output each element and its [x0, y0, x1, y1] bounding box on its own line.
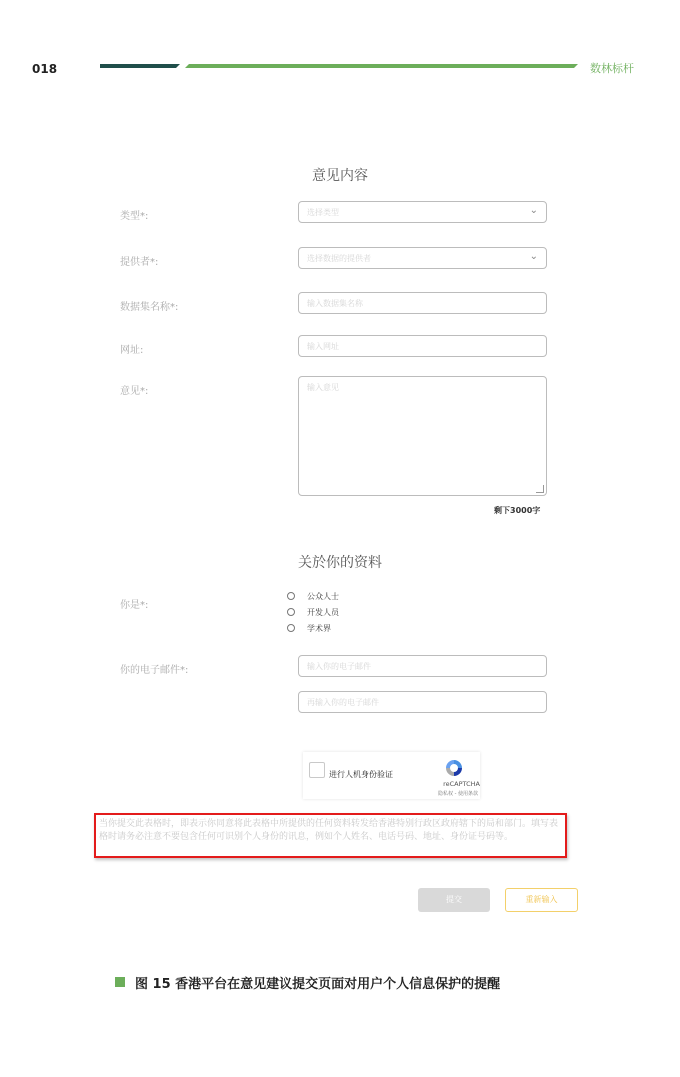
page-number: 018 — [32, 62, 58, 76]
section-name: 数林标杆 — [590, 62, 634, 75]
provider-placeholder: 选择数据的提供者 — [307, 254, 371, 263]
email-label: 你的电子邮件*: — [120, 665, 189, 676]
remaining-chars: 剩下3000字 — [494, 506, 541, 515]
figure-caption: 图 15 香港平台在意见建议提交页面对用户个人信息保护的提醒 — [135, 977, 501, 992]
submit-button[interactable]: 提交 — [418, 888, 490, 912]
email-confirm-input[interactable] — [298, 691, 547, 713]
recaptcha-label: 进行人机身份验证 — [329, 770, 393, 779]
header-bar-dark — [100, 64, 180, 68]
you-are-label: 你是*: — [120, 600, 149, 611]
recaptcha-links[interactable]: 隐私权 - 使用条款 — [438, 791, 478, 797]
radio-circle-icon[interactable] — [287, 592, 295, 600]
caption-marker — [115, 977, 125, 987]
recaptcha-checkbox[interactable] — [309, 762, 325, 778]
recaptcha-brand: reCAPTCHA — [443, 780, 480, 788]
radio-academia[interactable] — [287, 623, 331, 634]
email-placeholder: 输入你的电子邮件 — [307, 662, 371, 671]
opinion-placeholder: 输入意见 — [307, 383, 339, 392]
recaptcha-icon — [444, 758, 464, 778]
chevron-down-icon: ⌄ — [529, 205, 538, 216]
opinion-label: 意见*: — [120, 386, 149, 397]
radio-label-developer: 开发人员 — [307, 608, 339, 617]
radio-public[interactable] — [287, 591, 339, 602]
type-label: 类型*: — [120, 211, 149, 222]
dataset-name-input[interactable] — [298, 292, 547, 314]
url-placeholder: 输入网址 — [307, 342, 339, 351]
recaptcha-widget — [303, 752, 480, 799]
header-bar-green — [185, 64, 578, 68]
type-placeholder: 选择类型 — [307, 208, 339, 217]
privacy-notice-text: 当你提交此表格时，即表示你同意将此表格中所提供的任何资料转发给香港特别行政区政府辖下的局和部门。填写表格时请务必注意不要包含任何可识别个人身份的讯息，例如个人姓名、电话号码、地址、身份证号码等。 — [99, 819, 559, 842]
url-input[interactable] — [298, 335, 547, 357]
dataset-name-label: 数据集名称*: — [120, 302, 179, 313]
opinion-section-title: 意见内容 — [312, 168, 368, 184]
email-input[interactable] — [298, 655, 547, 677]
radio-circle-icon[interactable] — [287, 608, 295, 616]
about-section-title: 关於你的资料 — [298, 555, 382, 571]
url-label: 网址: — [120, 345, 144, 356]
reset-button[interactable]: 重新输入 — [505, 888, 578, 912]
email-confirm-placeholder: 再输入你的电子邮件 — [307, 698, 379, 707]
chevron-down-icon: ⌄ — [529, 251, 538, 262]
radio-label-public: 公众人士 — [307, 592, 339, 601]
radio-label-academia: 学术界 — [307, 624, 331, 633]
resize-handle[interactable] — [536, 485, 544, 493]
type-select[interactable] — [298, 201, 547, 223]
privacy-notice-box — [94, 813, 567, 858]
radio-circle-icon[interactable] — [287, 624, 295, 632]
dataset-name-placeholder: 输入数据集名称 — [307, 299, 363, 308]
provider-label: 提供者*: — [120, 257, 159, 268]
opinion-textarea[interactable] — [298, 376, 547, 496]
radio-developer[interactable] — [287, 607, 339, 618]
provider-select[interactable] — [298, 247, 547, 269]
